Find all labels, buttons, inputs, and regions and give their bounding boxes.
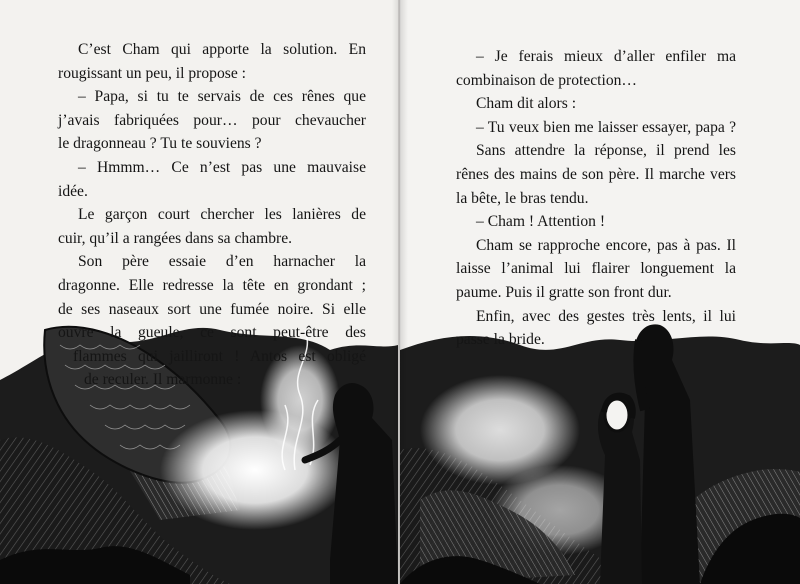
text-line: rênes des mains de son père. Il marche vers bbox=[456, 165, 736, 183]
text-line: Le garçon court chercher les lanières de bbox=[78, 206, 366, 224]
text-line: – Papa, si tu te servais de ces rênes que bbox=[78, 88, 366, 106]
text-line: flammes qui jailliront ! Antos est obligé bbox=[73, 347, 366, 365]
text-line: ouvre la gueule, ce sont peut-être des bbox=[58, 324, 366, 342]
text-line: Enfin, avec des gestes très lents, il lui bbox=[476, 307, 736, 325]
text-line: rougissant un peu, il propose : bbox=[58, 64, 246, 82]
text-line: passe la bride. bbox=[456, 331, 545, 349]
text-line: dragonne. Elle redresse la tête en grondant ; bbox=[58, 276, 366, 294]
left-page-text bbox=[58, 38, 366, 392]
text-line: le dragonneau ? Tu te souviens ? bbox=[58, 135, 262, 153]
text-line: – Cham ! Attention ! bbox=[476, 213, 606, 231]
right-page-text bbox=[456, 45, 736, 352]
text-line: la bête, le bras tendu. bbox=[456, 189, 589, 207]
text-line: – Tu veux bien me laisser essayer, papa ? bbox=[476, 118, 736, 136]
text-line: combinaison de protection… bbox=[456, 71, 638, 89]
text-line: Cham dit alors : bbox=[476, 95, 577, 113]
text-line: paume. Puis il gratte son front dur. bbox=[456, 283, 672, 301]
text-line: de ses naseaux sort une fumée noire. Si elle bbox=[58, 300, 366, 318]
page-gutter bbox=[392, 0, 408, 584]
text-line: laisse l’animal lui flairer longuement la bbox=[456, 260, 736, 278]
text-line: Sans attendre la réponse, il prend les bbox=[476, 142, 736, 160]
text-line: Cham se rapproche encore, pas à pas. Il bbox=[476, 236, 736, 254]
text-line: de reculer. Il marmonne : bbox=[84, 371, 242, 389]
text-line: – Hmmm… Ce n’est pas une mauvaise bbox=[78, 158, 366, 176]
text-line: idée. bbox=[58, 182, 88, 200]
text-line: C’est Cham qui apporte la solution. En bbox=[78, 41, 366, 58]
text-line: j’avais fabriquées pour… pour chevaucher bbox=[58, 111, 366, 129]
right-illustration bbox=[400, 324, 800, 584]
text-line: – Je ferais mieux d’aller enfiler ma bbox=[476, 48, 736, 65]
text-line: Son père essaie d’en harnacher la bbox=[78, 253, 366, 271]
text-line: cuir, qu’il a rangées dans sa chambre. bbox=[58, 229, 293, 247]
